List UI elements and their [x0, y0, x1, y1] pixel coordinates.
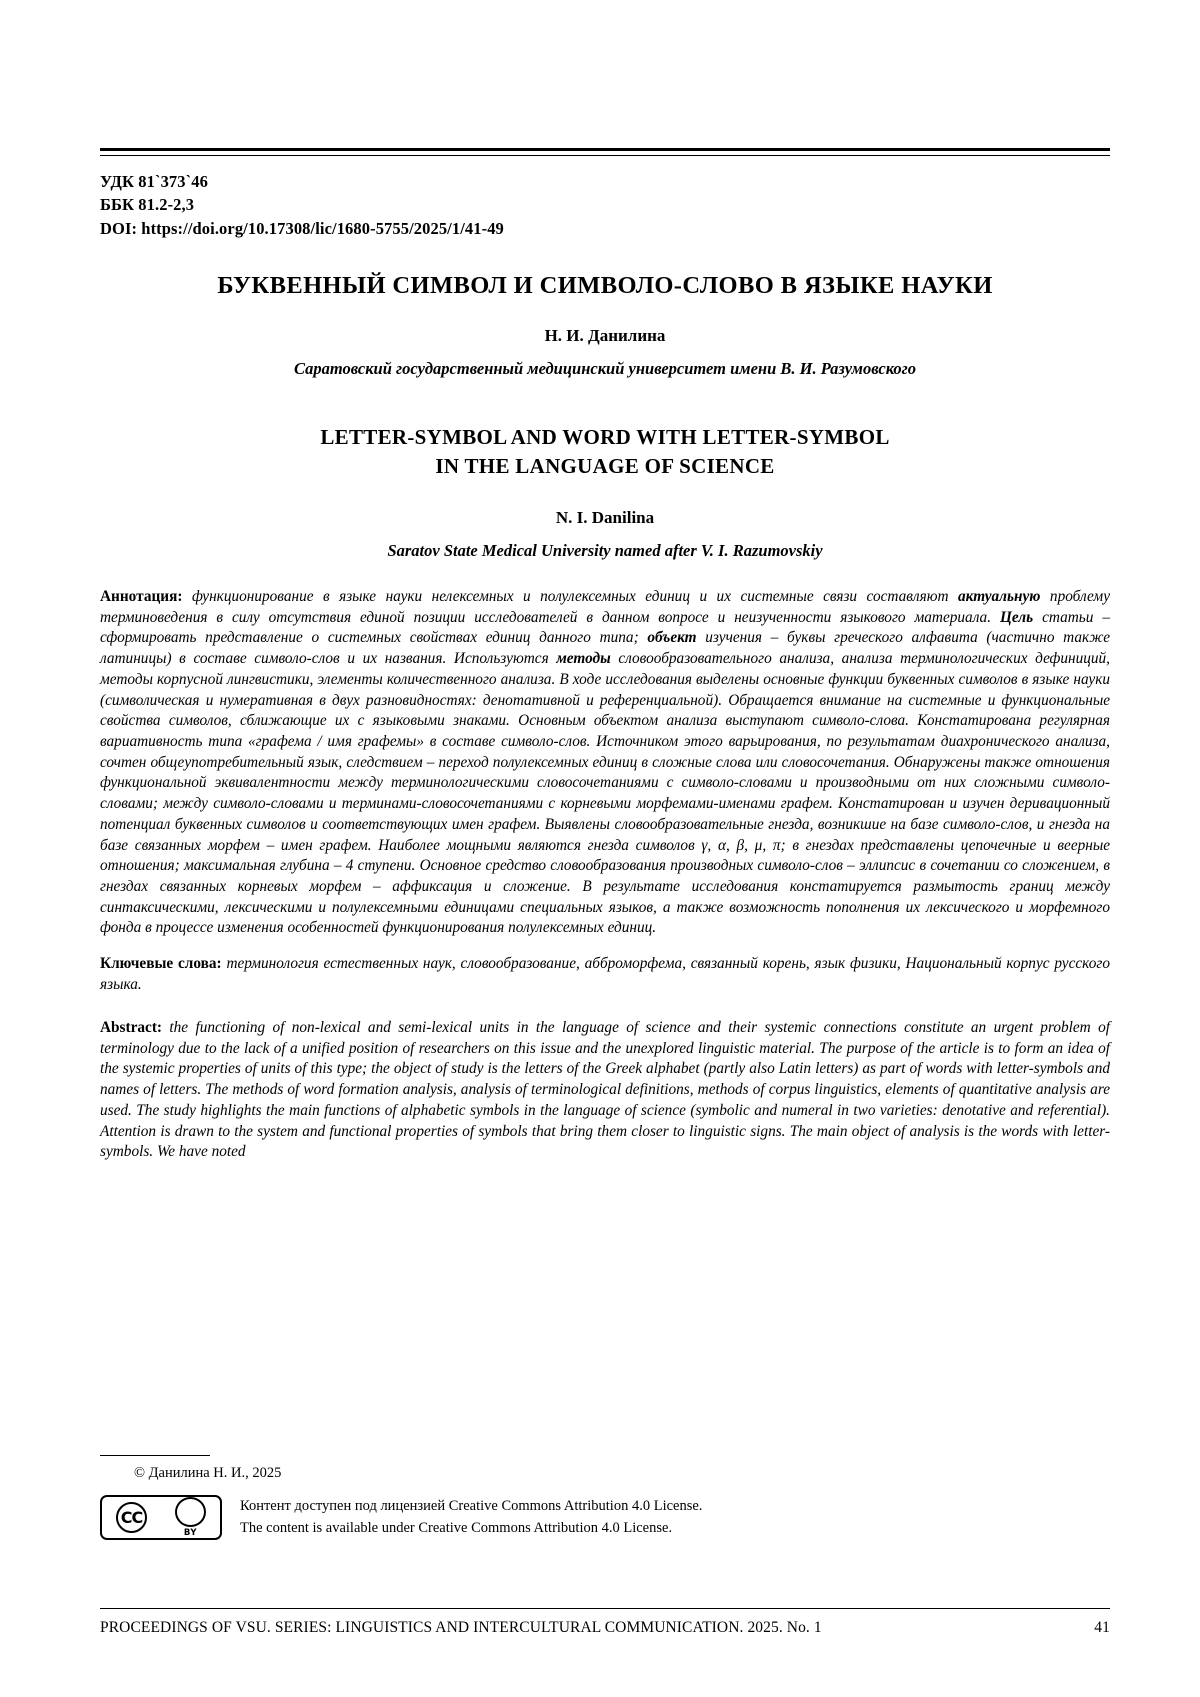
- keywords-ru-text: терминология естественных наук, словообразование, абброморфема, связанный корень, язык физики, Национальный корпус русского языка.: [100, 955, 1110, 994]
- top-divider: [100, 148, 1110, 156]
- license-block: [100, 1495, 1110, 1540]
- footnote-area: [100, 1455, 1110, 1540]
- udk-code: УДК 81`373`46: [100, 172, 208, 191]
- page-title-en: [100, 423, 1110, 480]
- cc-by-cell: [161, 1497, 220, 1538]
- cc-logo-cell: [102, 1497, 161, 1538]
- author-ru: Н. И. Данилина: [544, 326, 666, 346]
- abstract-en-text: the functioning of non-lexical and semi-lexical units in the language of science and their systemic connections constitute an urgent problem of terminology due to the lack of a unified position of researchers on this issue and the unexplored linguistic material. The purpose of the article is to form an idea of the systemic properties of units of this type; the object of study is the letters of the Greek alphabet (partly also Latin letters) as part of words with letter-symbols and names of letters. The methods of word formation analysis, analysis of terminological definitions, methods of corpus linguistics, elements of quantitative analysis are used. The study highlights the main functions of alphabetic symbols in the language of science (symbolic and numeral in two varieties: denotative and referential). Attention is drawn to the system and functional properties of symbols that bring them closer to linguistic signs. The main object of analysis is the words with letter-symbols. We have noted: [100, 1018, 1110, 1161]
- abstract-ru-text: функционирование в языке науки нелексемных и полулексемных единиц и их системные связи составляют актуальную проблему терминоведения в силу отсутствия единой позиции исследователей в данном вопросе и неизученности языкового материала. Цель статьи – сформировать представление о системных свойствах единиц данного типа; объект изучения – буквы греческого алфавита (частично также латиницы) в составе символо-слов и их названия. Используются методы словообразовательного анализа, анализа терминологических дефиниций, методы корпусной лингвистики, элементы количественного анализа. В ходе исследования выделены основные функции буквенных символов в языке науки (символическая и нумеративная в двух разновидностях: денотативной и референциальной). Обращается внимание на системные и функциональные свойства символов, сближающие их с языковыми знаками. Основным объектом анализа выступают символо-слова. Констатирована регулярная вариативность типа «графема / имя графемы» в составе символо-слов. Источником этого варьирования, по результатам диахронического анализа, сочтен общеупотребительный язык, следствием – переход полулексемных единиц в сложные слова или словосочетания. Обнаружены также отношения функциональной эквивалентности между терминологическими словосочетаниями с символо-словами и производными от них сложными символо-словами; между символо-словами и терминами-словосочетаниями с корневыми морфемами-именами графем. Констатирован и изучен деривационный потенциал буквенных символов и соответствующих имен графем. Выявлены словообразовательные гнезда, возникшие на базе символо-слов, и гнезда на базе связанных морфем – имен графем. Наиболее мощными являются гнезда символов γ, α, β, μ, π; в гнездах представлены цепочечные и веерные отношения; максимальная глубина – 4 ступени. Основное средство словообразования производных символо-слов – эллипсис в сочетании со сложением, в гнездах связанных корневых морфем – аффиксация и сложение. В результате исследования констатируется размытость границ между синтаксическими, лексическими и полулексемными единицами специальных языков, а также возможность пополнения их лексического и морфемного фонда в процессе изменения особенностей функционирования полулексемных единиц.: [100, 587, 1111, 937]
- cc-by-label: BY: [183, 1528, 198, 1538]
- copyright-line: © Данилина Н. И., 2025: [134, 1465, 282, 1481]
- abstract-en: [100, 1018, 1110, 1163]
- article-content: [100, 148, 1110, 1178]
- footer-line: [100, 1619, 1110, 1637]
- cc-circle-icon: [116, 1502, 147, 1533]
- footnote-divider: [100, 1455, 210, 1456]
- page-title-ru: БУКВЕННЫЙ СИМВОЛ И СИМВОЛО-СЛОВО В ЯЗЫКЕ НАУКИ: [217, 272, 993, 300]
- classification-codes: [100, 170, 1110, 240]
- cc-mark-label: CC: [120, 1507, 143, 1527]
- doi-link[interactable]: DOI: https://doi.org/10.17308/lic/1680-5755/2025/1/41-49: [100, 218, 504, 238]
- person-glyph: [188, 1506, 193, 1519]
- author-en: N. I. Danilina: [555, 507, 655, 527]
- page-number: 41: [1094, 1619, 1110, 1636]
- creative-commons-icon[interactable]: [100, 1495, 222, 1540]
- person-icon: [175, 1497, 206, 1527]
- keywords-ru-label: Ключевые слова:: [100, 955, 222, 973]
- affiliation-ru: Саратовский государственный медицинский университет имени В. И. Разумовского: [293, 359, 917, 379]
- page-title-en-line2: IN THE LANGUAGE OF SCIENCE: [435, 453, 775, 478]
- bbk-code: ББК 81.2-2,3: [100, 195, 195, 215]
- keywords-ru: [100, 954, 1110, 995]
- page-title-en-line1: LETTER-SYMBOL AND WORD WITH LETTER-SYMBOL: [320, 425, 890, 450]
- abstract-ru-label: Аннотация:: [100, 587, 183, 605]
- affiliation-en: Saratov State Medical University named after V. I. Razumovskiy: [387, 540, 823, 560]
- license-text-en: The content is available under Creative Commons Attribution 4.0 License.: [240, 1519, 673, 1536]
- journal-reference: PROCEEDINGS OF VSU. SERIES: LINGUISTICS AND INTERCULTURAL COMMUNICATION. 2025. No. 1: [100, 1619, 822, 1636]
- license-text: [240, 1496, 702, 1540]
- license-text-ru: Контент доступен под лицензией Creative Commons Attribution 4.0 License.: [240, 1497, 703, 1514]
- footer-divider: [100, 1608, 1110, 1609]
- page-footer: [100, 1608, 1110, 1637]
- abstract-ru: [100, 587, 1110, 939]
- abstract-en-label: Abstract:: [100, 1018, 163, 1036]
